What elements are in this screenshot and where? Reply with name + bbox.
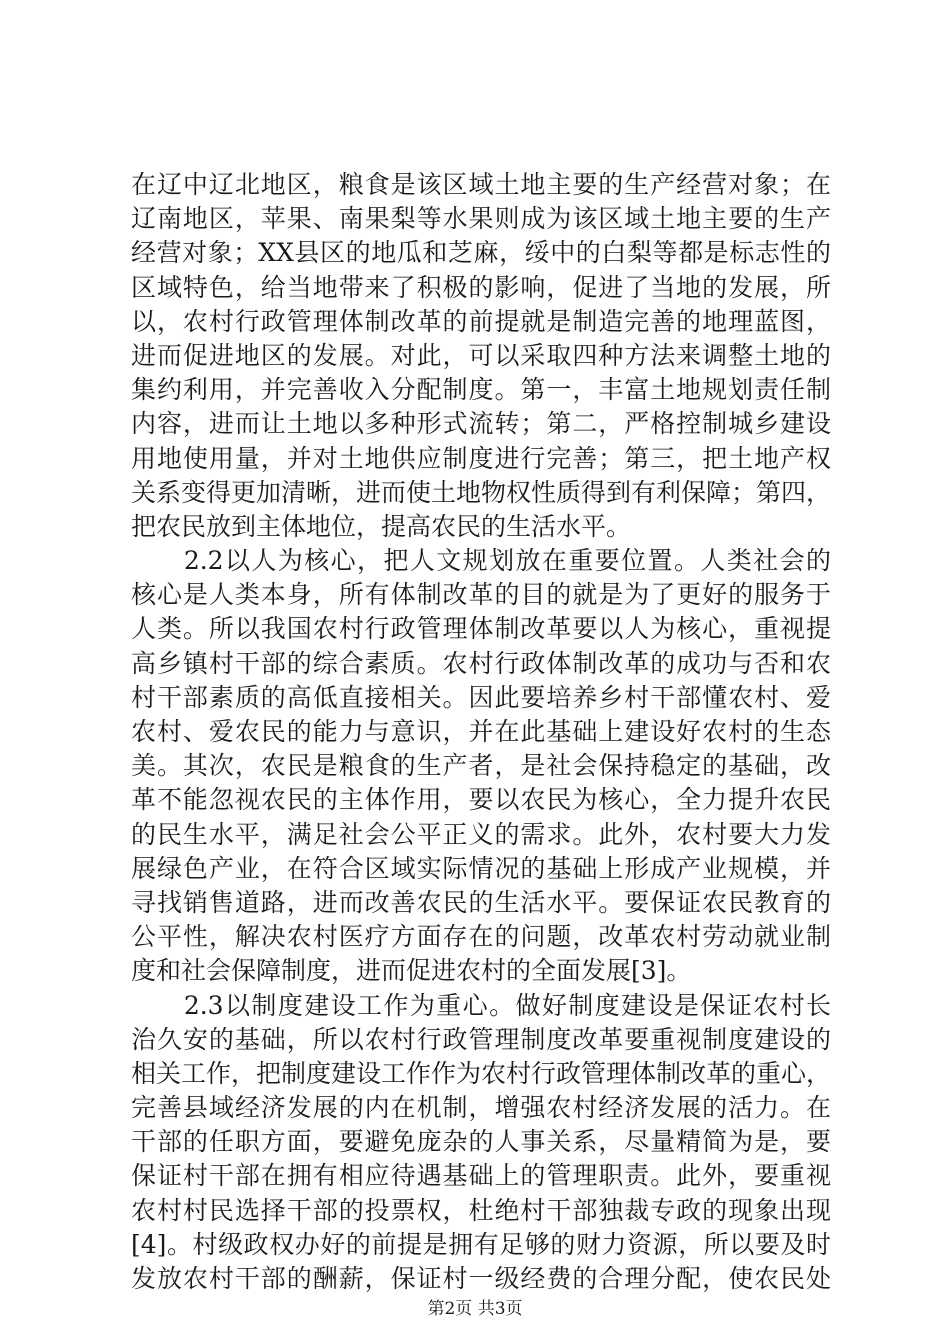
text-line: [4]。村级政权办好的前提是拥有足够的财力资源，所以要及时 — [131, 1229, 831, 1259]
text-line: 2.3以制度建设工作为重心。做好制度建设是保证农村长 — [131, 990, 831, 1020]
text-line: 治久安的基础，所以农村行政管理制度改革要重视制度建设的 — [131, 1024, 831, 1054]
text-line: 完善县域经济发展的内在机制，增强农村经济发展的活力。在 — [131, 1093, 831, 1123]
page-number-footer: 第2页 共3页 — [427, 1299, 523, 1319]
text-line: 在辽中辽北地区，粮食是该区域土地主要的生产经营对象；在 — [131, 170, 831, 199]
body-text — [131, 168, 831, 1296]
text-line: 保证村干部在拥有相应待遇基础上的管理职责。此外，要重视 — [131, 1161, 831, 1191]
text-line: 村干部素质的高低直接相关。因此要培养乡村干部懂农村、爱 — [131, 682, 831, 712]
text-line: 美。其次，农民是粮食的生产者，是社会保持稳定的基础，改 — [131, 751, 831, 781]
text-line: 农村村民选择干部的投票权，杜绝村干部独裁专政的现象出现 — [131, 1195, 831, 1225]
text-line: 的民生水平，满足社会公平正义的需求。此外，农村要大力发 — [131, 819, 831, 849]
text-line: 人类。所以我国农村行政管理体制改革要以人为核心，重视提 — [131, 614, 831, 644]
text-line: 高乡镇村干部的综合素质。农村行政体制改革的成功与否和农 — [131, 648, 831, 678]
text-line: 度和社会保障制度，进而促进农村的全面发展[3]。 — [131, 956, 692, 986]
text-line: 农村、爱农民的能力与意识，并在此基础上建设好农村的生态 — [131, 717, 831, 746]
text-line: 以，农村行政管理体制改革的前提就是制造完善的地理蓝图， — [131, 306, 831, 336]
text-line: 用地使用量，并对土地供应制度进行完善；第三，把土地产权 — [131, 443, 831, 473]
text-line: 辽南地区，苹果、南果梨等水果则成为该区域土地主要的生产 — [131, 204, 831, 234]
text-line: 经营对象；XX县区的地瓜和芝麻，绥中的白梨等都是标志性的 — [131, 238, 831, 268]
text-line: 核心是人类本身，所有体制改革的目的就是为了更好的服务于 — [131, 580, 831, 610]
text-line: 进而促进地区的发展。对此，可以采取四种方法来调整土地的 — [131, 340, 831, 370]
text-line: 2.2以人为核心，把人文规划放在重要位置。人类社会的 — [131, 546, 831, 576]
text-line: 内容，进而让土地以多种形式流转；第二，严格控制城乡建设 — [131, 409, 831, 439]
text-line: 干部的任职方面，要避免庞杂的人事关系，尽量精简为是，要 — [131, 1127, 831, 1157]
text-line: 革不能忽视农民的主体作用，要以农民为核心，全力提升农民 — [131, 785, 831, 815]
text-line: 关系变得更加清晰，进而使土地物权性质得到有利保障；第四， — [131, 477, 831, 507]
text-line: 区域特色，给当地带来了积极的影响，促进了当地的发展，所 — [131, 272, 831, 302]
text-line: 发放农村干部的酬薪，保证村一级经费的合理分配，使农民处 — [131, 1264, 831, 1293]
text-line: 寻找销售道路，进而改善农民的生活水平。要保证农民教育的 — [131, 887, 831, 917]
text-line: 相关工作，把制度建设工作作为农村行政管理体制改革的重心， — [131, 1058, 831, 1088]
text-line: 集约利用，并完善收入分配制度。第一，丰富土地规划责任制 — [131, 375, 831, 405]
text-line: 公平性，解决农村医疗方面存在的问题，改革农村劳动就业制 — [131, 922, 831, 952]
text-line: 把农民放到主体地位，提高农民的生活水平。 — [131, 511, 632, 541]
text-line: 展绿色产业，在符合区域实际情况的基础上形成产业规模，并 — [131, 853, 831, 883]
